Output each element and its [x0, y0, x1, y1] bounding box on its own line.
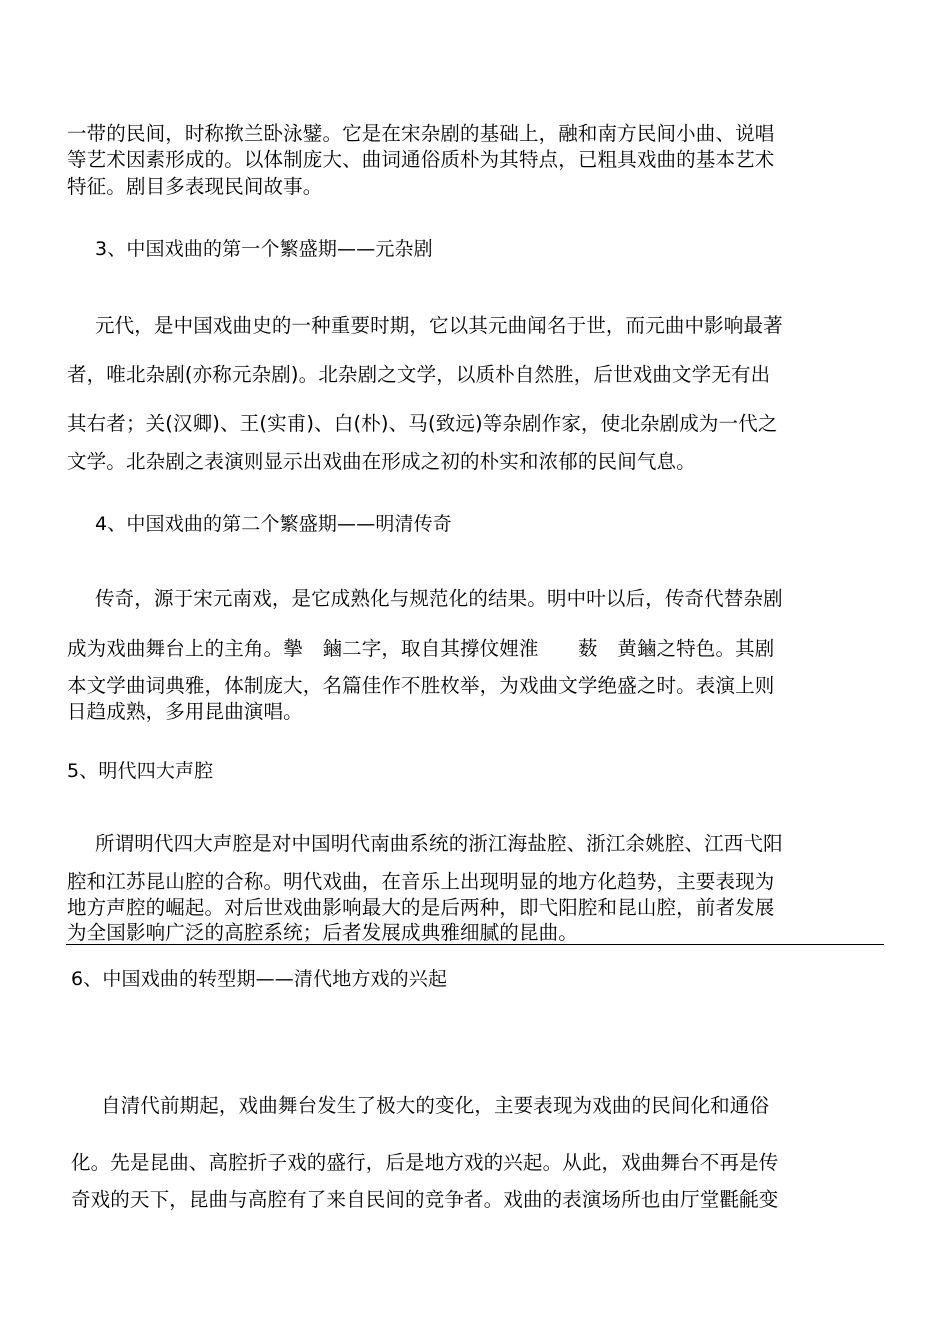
paragraph-6-line-1: 自清代前期起，戏曲舞台发生了极大的变化，主要表现为戏曲的民间化和通俗	[101, 1094, 770, 1117]
paragraph-3-line-1: 元代，是中国戏曲史的一种重要时期，它以其元曲闻名于世，而元曲中影响最著	[95, 314, 783, 337]
paragraph-3-line-3: 其右者；关(汉卿)、王(实甫)、白(朴)、马(致远)等杂剧作家，使北杂剧成为一代之	[67, 412, 778, 435]
paragraph-6-line-2: 化。先是昆曲、高腔折子戏的盛行，后是地方戏的兴起。从此，戏曲舞台不再是传	[71, 1151, 779, 1174]
paragraph-3-line-4: 文学。北杂剧之表演则显示出戏曲在形成之初的朴实和浓郁的民间气息。	[67, 450, 696, 473]
paragraph-6-line-3: 奇戏的天下，昆曲与高腔有了来自民间的竞争者。戏曲的表演场所也由厅堂氍毹变	[71, 1188, 779, 1211]
paragraph-1-line-2: 等艺术因素形成的。以体制庞大、曲词通俗质朴为其特点，已粗具戏曲的基本艺术	[67, 148, 775, 171]
paragraph-3-line-2: 者，唯北杂剧(亦称元杂剧)。北杂剧之文学，以质朴自然胜，后世戏曲文学无有出	[67, 363, 771, 386]
section-5-heading: 5、明代四大声腔	[67, 760, 214, 782]
paragraph-1-line-3: 特征。剧目多表现民间故事。	[67, 175, 323, 198]
paragraph-4-line-3: 本文学曲词典雅，体制庞大，名篇佳作不胜枚举，为戏曲文学绝盛之时。表演上则	[67, 674, 775, 697]
section-3-heading: 3、中国戏曲的第一个繁盛期——元杂剧	[95, 238, 433, 260]
paragraph-5-line-4: 为全国影响广泛的高腔系统；后者发展成典雅细腻的昆曲。	[67, 921, 578, 944]
paragraph-5-line-1: 所谓明代四大声腔是对中国明代南曲系统的浙江海盐腔、浙江余姚腔、江西弋阳	[95, 832, 783, 855]
paragraph-4-line-1: 传奇，源于宋元南戏，是它成熟化与规范化的结果。明中叶以后，传奇代替杂剧	[95, 587, 783, 610]
section-6-heading: 6、中国戏曲的转型期——清代地方戏的兴起	[71, 968, 448, 990]
section-4-heading: 4、中国戏曲的第二个繁盛期——明清传奇	[95, 513, 452, 535]
paragraph-5-line-3: 地方声腔的崛起。对后世戏曲影响最大的是后两种，即弋阳腔和昆山腔，前者发展	[67, 896, 775, 919]
paragraph-5-line-2: 腔和江苏昆山腔的合称。明代戏曲，在音乐上出现明显的地方化趋势，主要表现为	[67, 870, 775, 893]
paragraph-4-line-2: 成为戏曲舞台上的主角。摰 鏀二字，取自其撐伩娌淮 薮 黄鏀之特色。其剧	[67, 637, 775, 660]
paragraph-1-line-1: 一带的民间，时称揿兰卧泳鐾。它是在宋杂剧的基础上，融和南方民间小曲、说唱	[67, 122, 775, 145]
horizontal-rule	[66, 944, 884, 945]
paragraph-4-line-4: 日趋成熟，多用昆曲演唱。	[67, 700, 303, 723]
